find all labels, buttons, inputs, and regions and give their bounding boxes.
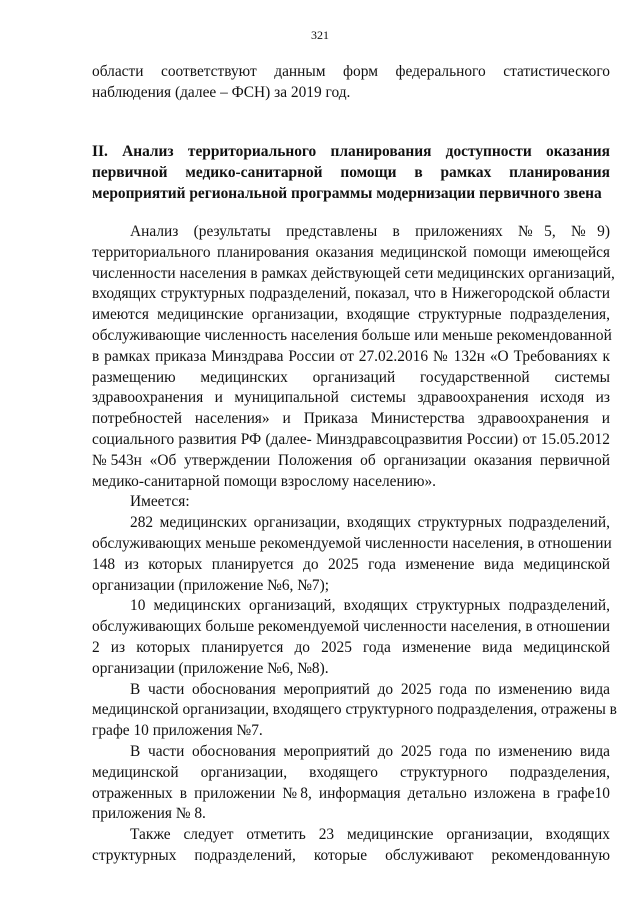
text-line: организации (приложение №6, №8). [92, 659, 329, 677]
intro-paragraph [92, 62, 610, 104]
body-text [92, 222, 617, 867]
text-line: социального развития РФ (далее- Минздравсоцразвития России) от 15.05.2012 [92, 430, 610, 448]
text-line: в рамках приказа Минздрава России от 27.02.2016 № 132н «О Требованиях к [92, 347, 610, 365]
page-number: 321 [311, 28, 329, 42]
text-line: потребностей населения» и Приказа Министерства здравоохранения и [92, 410, 610, 428]
text-line: области соответствуют данным форм федерального статистического [92, 63, 610, 80]
text-line: обслуживающих больше рекомендуемой численности населения, в отношении [92, 618, 610, 636]
text-line: наблюдения (далее – ФСН) за 2019 год. [92, 83, 351, 101]
text-line: отраженных в приложении №8, информация детально изложена в графе10 [92, 784, 610, 802]
text-line: 2 из которых планируется до 2025 года изменение вида медицинской [92, 638, 610, 656]
text-line: медико-санитарной помощи взрослому населению». [92, 472, 436, 490]
text-line: территориального планирования оказания медицинской помощи имеющейся [92, 243, 610, 261]
text-line: В части обоснования мероприятий до 2025 года по изменению вида [130, 680, 610, 698]
text-line: приложения № 8. [92, 805, 206, 823]
section-heading [92, 142, 610, 204]
text-line: структурных подразделений, которые обслуживают рекомендованную [92, 846, 610, 864]
text-line: №543н «Об утверждении Положения об организации оказания первичной [92, 451, 610, 469]
heading-line: мероприятий региональной программы модернизации первичного звена [92, 184, 602, 202]
text-line: медицинской организации, входящего структурного подразделения, [92, 763, 610, 781]
text-line: здравоохранения и муниципальной системы здравоохранения исходя из [92, 389, 610, 407]
text-line: 282 медицинских организации, входящих структурных подразделений, [130, 514, 610, 532]
text-line: Имеется: [130, 493, 190, 511]
text-line: Также следует отметить 23 медицинские организации, входящих [130, 826, 610, 844]
heading-line: II. Анализ территориального планирования доступности оказания [92, 143, 610, 160]
text-line: численности населения в рамках действующей сети медицинских организаций, [92, 264, 615, 282]
text-line: Анализ (результаты представлены в приложениях №5, №9) [130, 223, 610, 240]
text-line: обслуживающих меньше рекомендуемой численности населения, в отношении [92, 534, 612, 552]
text-line: входящих структурных подразделений, показал, что в Нижегородской области [92, 285, 610, 303]
text-line: медицинской организации, входящего структурного подразделения, отражены в [92, 701, 617, 719]
text-line: обслуживающие численность населения больше или меньше рекомендованной [92, 326, 612, 344]
text-line: имеются медицинские организации, входящие структурные подразделения, [92, 306, 610, 324]
text-line: организации (приложение №6, №7); [92, 576, 330, 594]
heading-line: первичной медико-санитарной помощи в рамках планирования [92, 163, 610, 181]
text-line: 148 из которых планируется до 2025 года изменение вида медицинской [92, 555, 610, 573]
text-line: В части обоснования мероприятий до 2025 года по изменению вида [130, 742, 610, 760]
text-line: размещению медицинских организаций государственной системы [92, 368, 610, 386]
text-line: 10 медицинских организаций, входящих структурных подразделений, [130, 597, 610, 615]
text-line: графе 10 приложения №7. [92, 722, 263, 740]
